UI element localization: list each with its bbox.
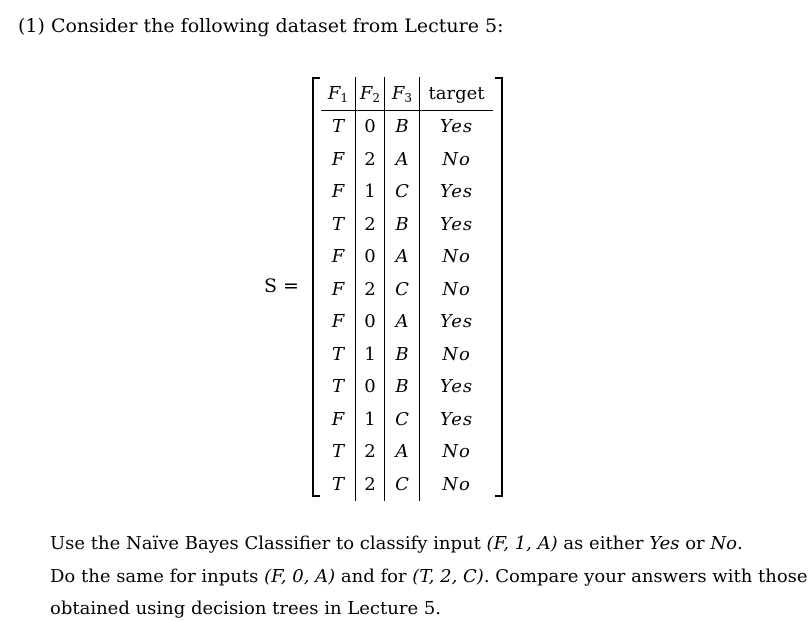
instruction-text: Do the same for inputs — [50, 566, 265, 587]
cell-f1: F — [321, 176, 356, 209]
cell-target: No — [442, 441, 471, 463]
cell-f3: A — [385, 241, 420, 274]
input-tuple: (F, 1, A) — [486, 533, 558, 554]
cell-f3: B — [385, 110, 420, 143]
cell-f1: T — [321, 110, 356, 143]
cell-f2: 2 — [356, 208, 385, 241]
cell-f2: 2 — [356, 468, 385, 501]
table-row — [321, 436, 493, 469]
input-tuple: (F, 0, A) — [264, 566, 336, 587]
table-row — [321, 273, 493, 306]
table-row — [321, 306, 493, 339]
header-f1: $F_1$ — [321, 77, 356, 110]
cell-f3: C — [385, 176, 420, 209]
cell-f2: 2 — [356, 143, 385, 176]
cell-f2: 1 — [356, 176, 385, 209]
cell-f1: T — [321, 436, 356, 469]
cell-f3: A — [385, 143, 420, 176]
instruction-text: and for — [335, 566, 413, 587]
instruction-line-3: obtained using decision trees in Lecture 5. — [50, 598, 441, 619]
cell-f3: A — [385, 436, 420, 469]
cell-f3: B — [385, 208, 420, 241]
table-row — [321, 371, 493, 404]
instruction-text: as either — [557, 533, 650, 554]
input-tuple: (T, 2, C) — [412, 566, 484, 587]
table-row — [321, 241, 493, 274]
instruction-text: . Compare your answers with those — [483, 566, 808, 587]
cell-f3: B — [385, 371, 420, 404]
cell-f2: 0 — [356, 110, 385, 143]
instruction-text: or — [679, 533, 711, 554]
cell-f2: 2 — [356, 273, 385, 306]
cell-target: No — [442, 148, 471, 170]
table-row — [321, 403, 493, 436]
cell-target: No — [442, 343, 471, 365]
header-f3: $F_3$ — [385, 77, 420, 110]
cell-target: Yes — [439, 181, 474, 203]
problem-heading: (1) Consider the following dataset from Lecture 5: — [18, 15, 504, 37]
instruction-line-2 — [50, 565, 808, 589]
cell-target: Yes — [439, 213, 474, 235]
cell-f1: F — [321, 143, 356, 176]
cell-f1: F — [321, 241, 356, 274]
instruction-line-1 — [50, 532, 743, 556]
cell-f1: F — [321, 403, 356, 436]
class-no: No — [710, 533, 737, 554]
table-row — [321, 143, 493, 176]
cell-f2: 0 — [356, 371, 385, 404]
cell-f3: B — [385, 338, 420, 371]
header-row — [321, 77, 493, 110]
matrix-right-bracket — [495, 77, 503, 497]
cell-target: Yes — [439, 116, 474, 138]
cell-f3: C — [385, 468, 420, 501]
cell-target: Yes — [439, 376, 474, 398]
table-row — [321, 468, 493, 501]
cell-f2: 1 — [356, 338, 385, 371]
instruction-text: Use the Naïve Bayes Classifier to classify input — [50, 533, 487, 554]
cell-target: No — [442, 473, 471, 495]
table-row — [321, 176, 493, 209]
cell-target: Yes — [439, 311, 474, 333]
class-yes: Yes — [649, 533, 680, 554]
cell-f1: F — [321, 306, 356, 339]
cell-f2: 1 — [356, 403, 385, 436]
cell-f3: A — [385, 306, 420, 339]
table-row — [321, 208, 493, 241]
cell-f1: T — [321, 468, 356, 501]
cell-f3: C — [385, 273, 420, 306]
cell-f1: F — [321, 273, 356, 306]
table-row — [321, 110, 493, 143]
cell-target: No — [442, 246, 471, 268]
dataset-table — [321, 77, 493, 501]
cell-f2: 0 — [356, 241, 385, 274]
cell-f1: T — [321, 338, 356, 371]
matrix-left-bracket — [312, 77, 320, 497]
cell-f2: 0 — [356, 306, 385, 339]
cell-f3: C — [385, 403, 420, 436]
table-row — [321, 338, 493, 371]
cell-f1: T — [321, 208, 356, 241]
cell-f1: T — [321, 371, 356, 404]
header-target: target — [420, 77, 494, 110]
cell-target: Yes — [439, 408, 474, 430]
cell-f2: 2 — [356, 436, 385, 469]
instruction-text: . — [736, 533, 743, 554]
set-label: S = — [264, 275, 299, 297]
header-f2: $F_2$ — [356, 77, 385, 110]
cell-target: No — [442, 278, 471, 300]
